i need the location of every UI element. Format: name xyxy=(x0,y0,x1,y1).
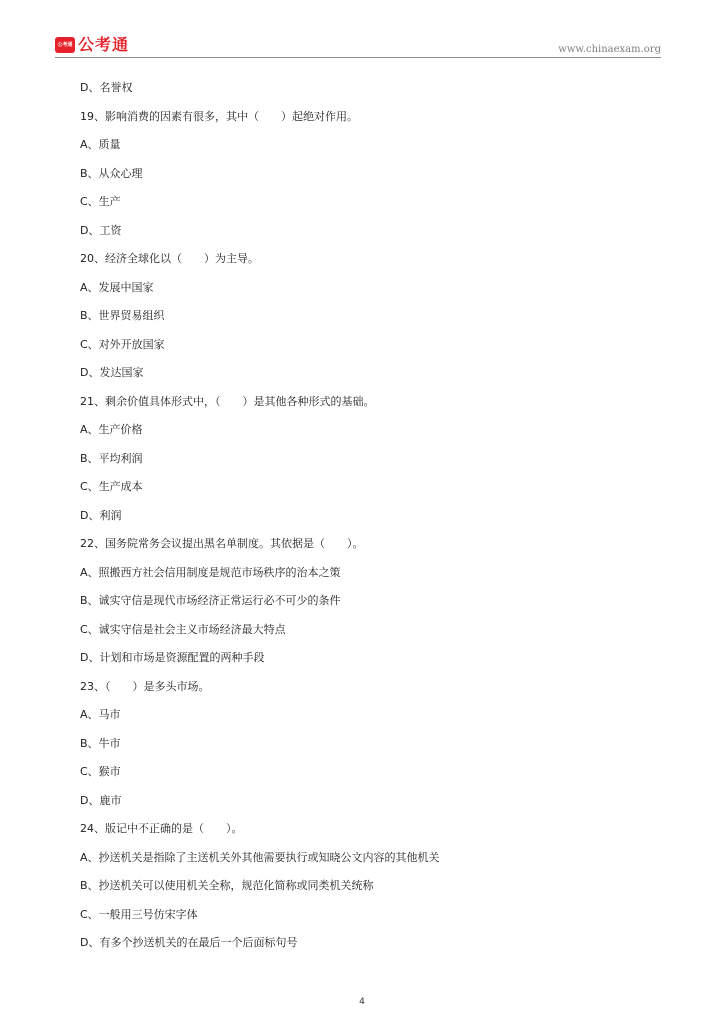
option-line: D、发达国家 xyxy=(80,366,144,379)
option-line: B、从众心理 xyxy=(80,166,143,180)
option-line: D、工资 xyxy=(80,223,122,237)
logo xyxy=(55,36,129,54)
option-line: C、生产成本 xyxy=(80,480,143,493)
site-url: www.chinaexam.org xyxy=(558,44,661,55)
option-line: A、照搬西方社会信用制度是规范市场秩序的治本之策 xyxy=(80,565,341,579)
page-number: 4 xyxy=(359,997,365,1007)
option-line: D、名誉权 xyxy=(80,81,133,94)
option-line: C、对外开放国家 xyxy=(80,337,165,351)
option-line: C、诚实守信是社会主义市场经济最大特点 xyxy=(80,622,286,636)
option-line: C、一般用三号仿宋字体 xyxy=(80,907,198,921)
question-line: 20、经济全球化以（ ）为主导。 xyxy=(80,252,259,265)
question-line: 21、剩余价值具体形式中，（ ）是其他各种形式的基础。 xyxy=(80,394,375,408)
option-line: B、抄送机关可以使用机关全称，规范化简称或同类机关统称 xyxy=(80,879,374,892)
option-line: C、猴市 xyxy=(80,765,121,778)
question-line: 23、（ ）是多头市场。 xyxy=(80,679,210,693)
option-line: A、生产价格 xyxy=(80,423,143,436)
option-line: B、诚实守信是现代市场经济正常运行必不可少的条件 xyxy=(80,594,341,607)
option-line: A、抄送机关是指除了主送机关外其他需要执行或知晓公文内容的其他机关 xyxy=(80,850,440,864)
question-line: 24、版记中不正确的是（ ）。 xyxy=(80,822,243,835)
option-line: D、计划和市场是资源配置的两种手段 xyxy=(80,651,265,664)
option-line: D、鹿市 xyxy=(80,793,122,807)
header-divider xyxy=(55,57,661,58)
option-line: D、有多个抄送机关的在最后一个后面标句号 xyxy=(80,936,298,949)
logo-badge-icon: 公考通 xyxy=(55,37,75,53)
option-line: A、质量 xyxy=(80,138,121,151)
option-line: C、生产 xyxy=(80,195,121,208)
option-line: D、利润 xyxy=(80,508,122,522)
page-header xyxy=(55,36,661,58)
option-line: B、世界贸易组织 xyxy=(80,309,165,322)
option-line: B、平均利润 xyxy=(80,451,143,465)
option-line: B、牛市 xyxy=(80,736,121,750)
option-line: A、马市 xyxy=(80,708,121,721)
document-body xyxy=(80,78,660,962)
option-line: A、发展中国家 xyxy=(80,280,154,294)
question-line: 19、影响消费的因素有很多，其中（ ）起绝对作用。 xyxy=(80,109,358,123)
logo-text: 公考通 xyxy=(78,35,130,54)
question-line: 22、国务院常务会议提出黑名单制度。其依据是（ ）。 xyxy=(80,537,364,550)
